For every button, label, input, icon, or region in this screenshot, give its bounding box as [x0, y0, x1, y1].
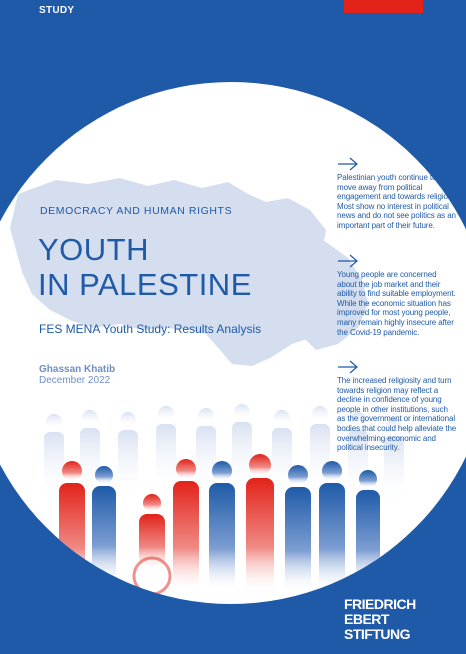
arrow-right-icon: [337, 360, 359, 374]
logo-line-3: STIFTUNG: [344, 626, 410, 642]
front-row-people: [59, 454, 380, 594]
page-subtitle: FES MENA Youth Study: Results Analysis: [39, 322, 262, 336]
study-label: STUDY: [39, 5, 75, 16]
publication-date: December 2022: [39, 375, 111, 386]
author-name: Ghassan Khatib: [39, 364, 116, 375]
arrow-right-icon: [337, 254, 359, 268]
red-accent-bar: [344, 0, 423, 13]
arrow-right-icon: [337, 157, 359, 171]
page-title: [38, 232, 252, 302]
key-point-text: The increased religiosity and turn towards religion may reflect a decline in confidence of young people in other institutions, such as the government or international bodies that could help alleviate the overwhelming economic and political insecurity.: [337, 376, 457, 453]
key-point-1: [337, 157, 457, 231]
key-point-text: Young people are concerned about the job market and their ability to find suitable employment. While the economic situation has improved for most young people, many remain highly insecure after the Covid-19 pandemic.: [337, 270, 456, 337]
key-point-3: [337, 360, 457, 453]
key-point-2: [337, 254, 457, 337]
key-point-text: Palestinian youth continue to move away from political engagement and towards religion. Most show no interest in political news and do not see politics as an important part of their future.: [337, 173, 456, 230]
title-line-2: IN PALESTINE: [38, 267, 252, 302]
title-line-1: YOUTH: [38, 232, 149, 267]
section-label: DEMOCRACY AND HUMAN RIGHTS: [40, 205, 233, 217]
logo-line-2: EBERT: [344, 611, 389, 627]
fes-logo: [344, 597, 416, 642]
logo-line-1: FRIEDRICH: [344, 596, 416, 612]
